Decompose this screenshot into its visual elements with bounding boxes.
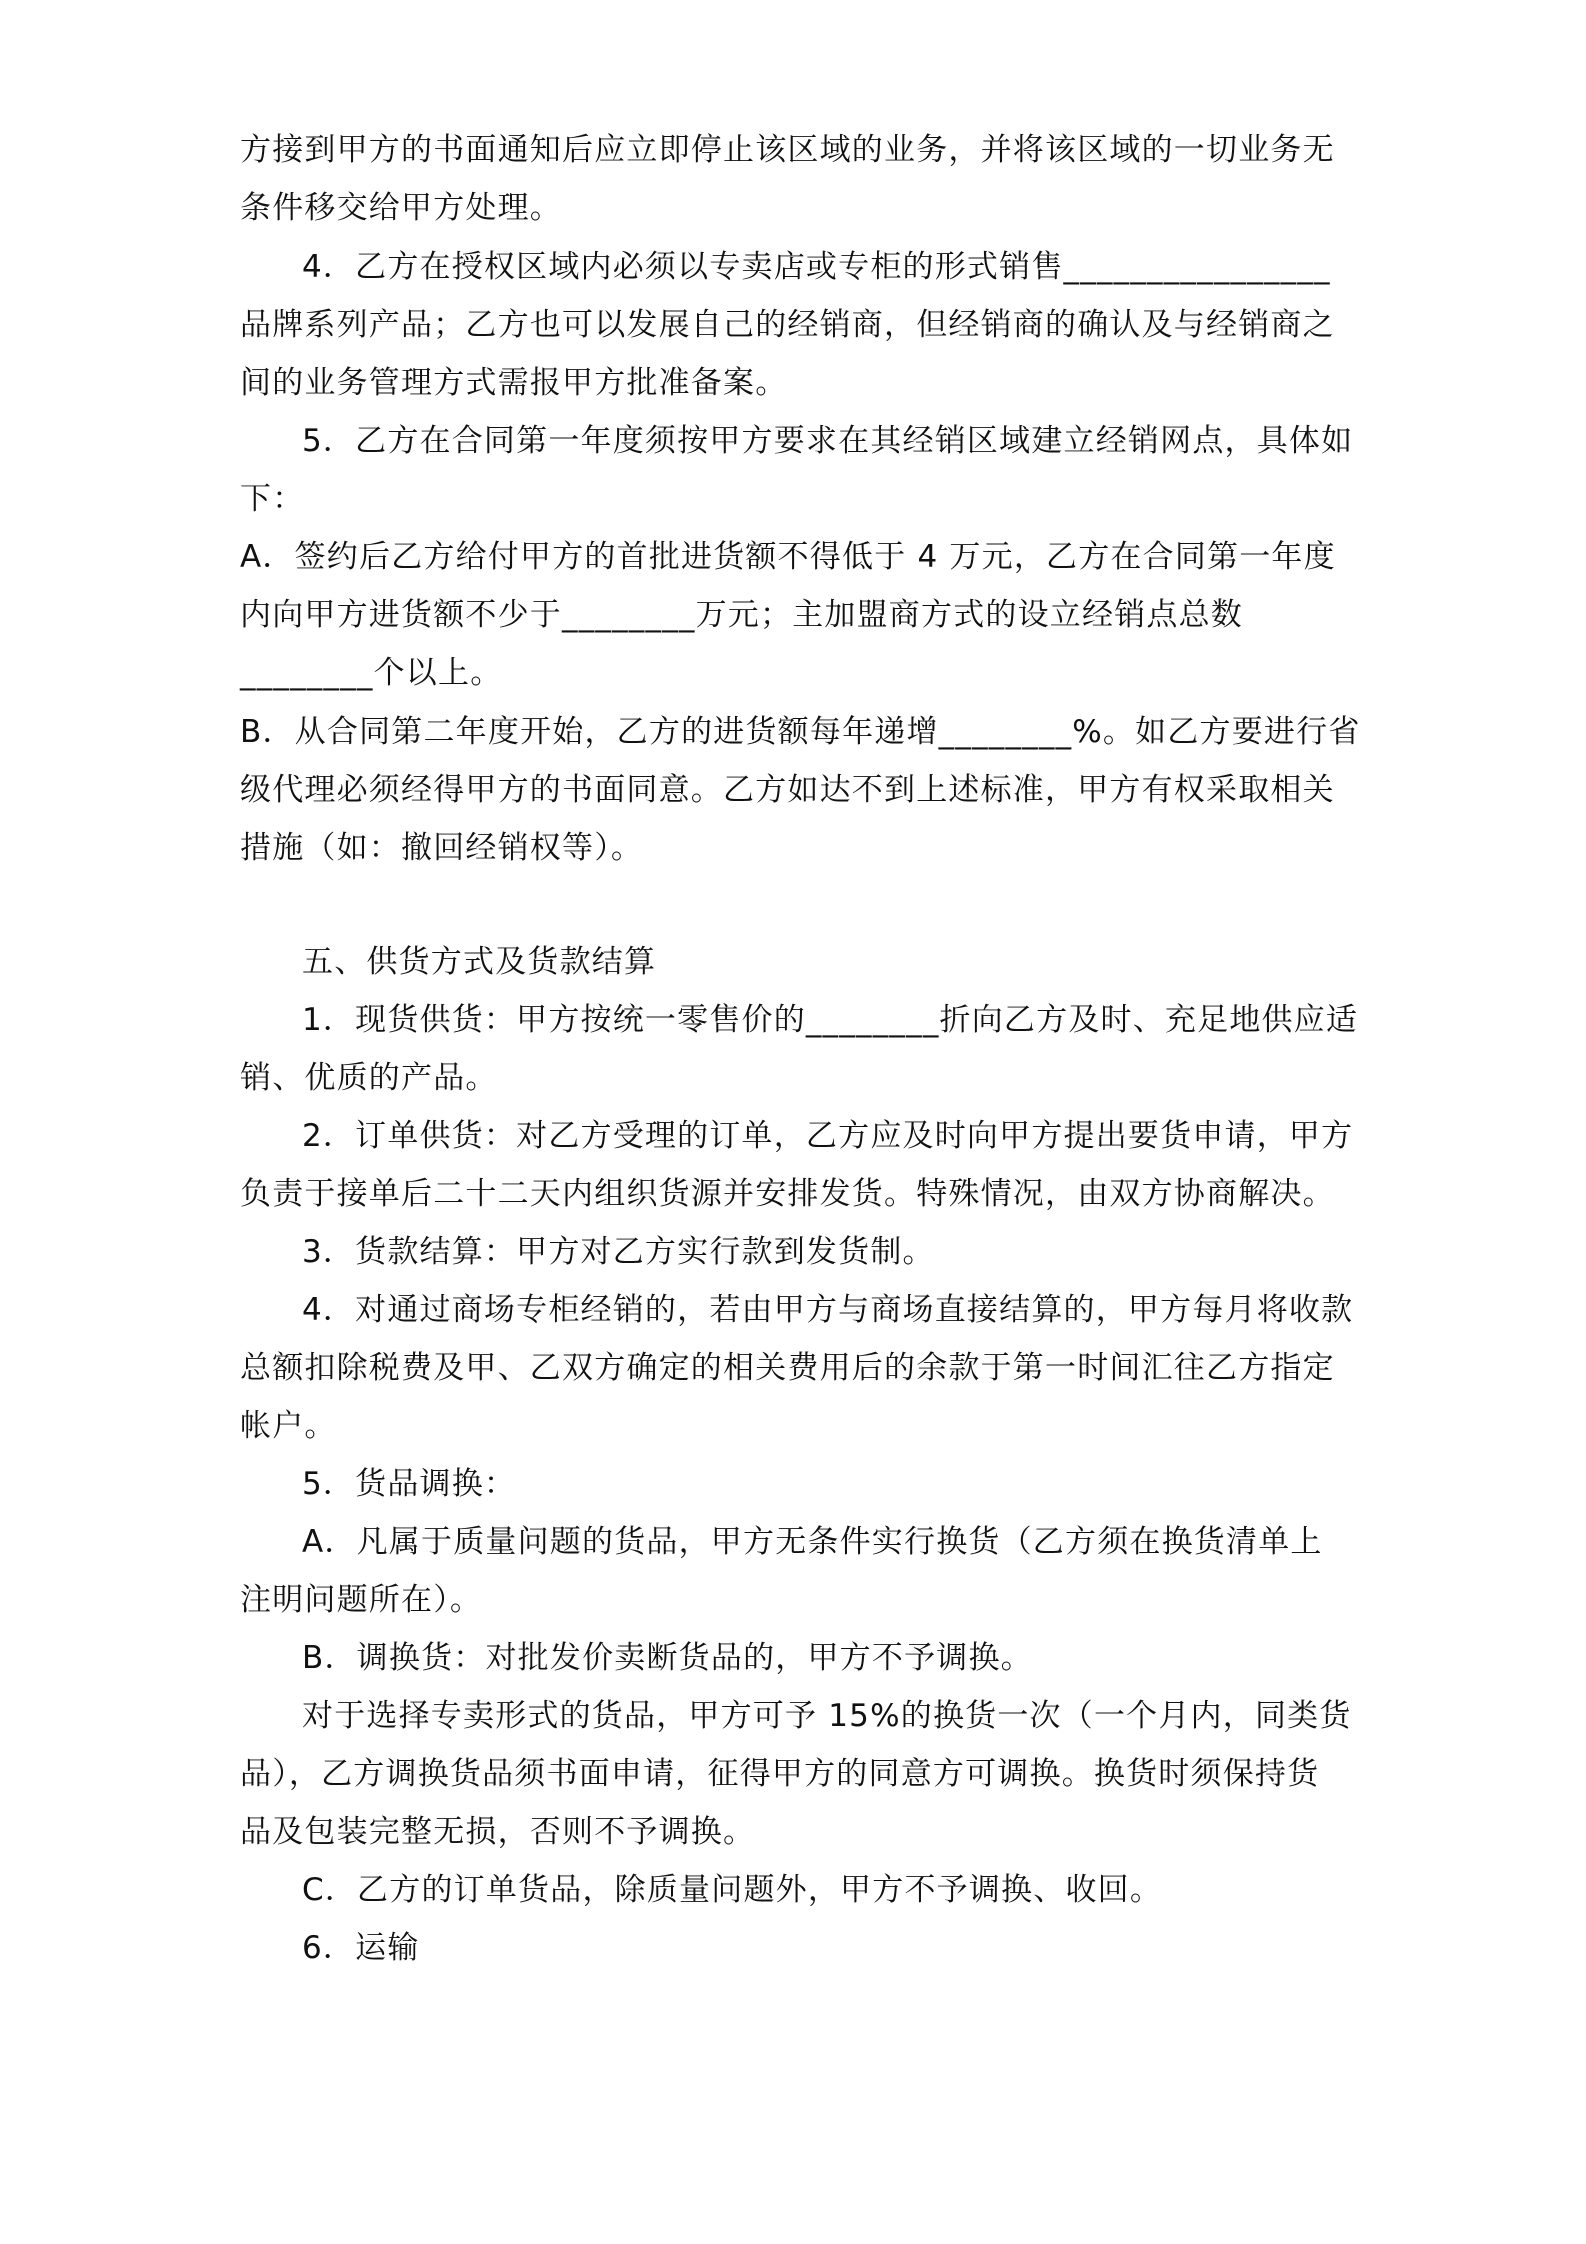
text-line: 间的业务管理方式需报甲方批准备案。 xyxy=(240,365,788,401)
text-line: 下： xyxy=(240,481,305,517)
text-line: A．签约后乙方给付甲方的首批进货额不得低于 4 万元，乙方在合同第一年度 xyxy=(240,539,1336,575)
text-line: 条件移交给甲方处理。 xyxy=(240,190,562,226)
text-line: 内向甲方进货额不少于________万元；主加盟商方式的设立经销点总数 xyxy=(240,597,1243,633)
text-line: 6．运输 xyxy=(302,1930,420,1966)
text-line: 注明问题所在）。 xyxy=(240,1582,483,1618)
text-line: B．调换货：对批发价卖断货品的，甲方不予调换。 xyxy=(302,1640,1033,1676)
text-line: 销、优质的产品。 xyxy=(240,1060,498,1096)
text-line: 2．订单供货：对乙方受理的订单，乙方应及时向甲方提出要货申请，甲方 xyxy=(302,1118,1354,1154)
text-line: A．凡属于质量问题的货品，甲方无条件实行换货（乙方须在换货清单上 xyxy=(302,1524,1323,1560)
text-line: 负责于接单后二十二天内组织货源并安排发货。特殊情况，由双方协商解决。 xyxy=(240,1176,1335,1212)
text-line: 4．对通过商场专柜经销的，若由甲方与商场直接结算的，甲方每月将收款 xyxy=(302,1292,1354,1328)
text-line: 1．现货供货：甲方按统一零售价的________折向乙方及时、充足地供应适 xyxy=(302,1002,1359,1038)
text-line: 方接到甲方的书面通知后应立即停止该区域的业务，并将该区域的一切业务无 xyxy=(240,132,1335,168)
text-line: 帐户。 xyxy=(240,1408,337,1444)
text-line: B．从合同第二年度开始，乙方的进货额每年递增________%。如乙方要进行省 xyxy=(240,714,1361,750)
text-line: C．乙方的订单货品，除质量问题外，甲方不予调换、收回。 xyxy=(302,1872,1163,1908)
text-line: 品及包装完整无损，否则不予调换。 xyxy=(240,1814,756,1850)
text-line: 3．货款结算：甲方对乙方实行款到发货制。 xyxy=(302,1234,935,1270)
text-line: ________个以上。 xyxy=(240,655,503,691)
text-line: 品），乙方调换货品须书面申请，征得甲方的同意方可调换。换货时须保持货 xyxy=(240,1756,1320,1792)
text-line: 措施（如：撤回经销权等）。 xyxy=(240,830,644,866)
text-line: 5．乙方在合同第一年度须按甲方要求在其经销区域建立经销网点，具体如 xyxy=(302,423,1354,459)
text-line: 对于选择专卖形式的货品，甲方可予 15%的换货一次（一个月内，同类货 xyxy=(302,1698,1352,1734)
text-line: 4．乙方在授权区域内必须以专卖店或专柜的形式销售________________ xyxy=(302,249,1331,285)
text-line: 级代理必须经得甲方的书面同意。乙方如达不到上述标准，甲方有权采取相关 xyxy=(240,772,1335,808)
text-line: 品牌系列产品；乙方也可以发展自己的经销商，但经销商的确认及与经销商之 xyxy=(240,307,1335,343)
text-line: 5．货品调换： xyxy=(302,1466,517,1502)
text-line: 总额扣除税费及甲、乙双方确定的相关费用后的余款于第一时间汇往乙方指定 xyxy=(240,1350,1335,1386)
section-heading: 五、供货方式及货款结算 xyxy=(302,944,657,980)
